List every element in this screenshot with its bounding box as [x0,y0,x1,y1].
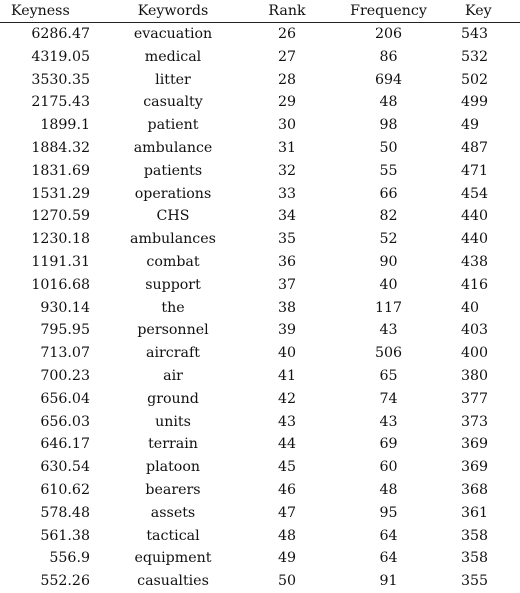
key-truncated-cell: 499 [461,94,489,111]
key-truncated-cell: 502 [461,71,489,88]
key-truncated-cell: 440 [461,231,489,248]
key-truncated-cell: 454 [461,185,489,202]
key-truncated-cell: 368 [461,481,489,498]
key-truncated-cell: 416 [461,276,489,293]
frequency-cell: 65 [379,367,398,384]
header-keywords: Keywords [137,2,209,19]
table-row [0,46,520,69]
table-row [0,183,520,206]
frequency-cell: 91 [379,573,398,590]
keyword-cell: medical [144,48,202,65]
keyness-cell: 1831.69 [31,162,90,179]
key-truncated-cell: 369 [461,459,489,476]
table-row [0,274,520,297]
frequency-cell: 64 [379,550,398,567]
keyword-cell: patient [147,117,199,134]
key-truncated-cell: 487 [461,139,489,156]
keyness-cell: 4319.05 [31,48,90,65]
keyword-cell: assets [150,504,196,521]
key-truncated-cell: 440 [461,208,489,225]
frequency-cell: 86 [379,48,398,65]
keyword-cell: equipment [134,550,212,567]
keyness-cell: 1884.32 [31,139,90,156]
rank-cell: 32 [277,162,297,179]
table-row [0,433,520,456]
keyword-cell: bearers [145,481,201,498]
keyness-cell: 3530.35 [31,71,90,88]
key-truncated-cell: 400 [461,345,489,362]
rank-cell: 37 [277,276,297,293]
table-row [0,297,520,320]
rank-cell: 38 [277,299,297,316]
frequency-cell: 43 [379,322,398,339]
rank-cell: 47 [277,504,297,521]
frequency-cell: 40 [379,276,398,293]
frequency-cell: 694 [374,71,403,88]
key-truncated-cell: 361 [461,504,489,521]
table-row [0,365,520,388]
key-truncated-cell: 358 [461,527,489,544]
table-row [0,388,520,411]
frequency-cell: 206 [374,26,403,42]
keyword-cell: operations [134,185,212,202]
frequency-cell: 90 [379,253,398,270]
rank-cell: 49 [277,550,297,567]
keyness-cell: 578.48 [40,504,90,521]
key-truncated-cell: 377 [461,390,489,407]
table-row [0,411,520,434]
keyword-cell: casualty [143,94,203,111]
table-row [0,114,520,137]
keyness-cell: 6286.47 [31,26,90,42]
rank-cell: 35 [277,231,297,248]
key-truncated-cell: 532 [461,48,489,65]
keyword-cell: air [163,367,183,384]
key-truncated-cell: 49 [461,117,480,134]
keyword-cell: the [161,299,185,316]
keyness-cell: 1531.29 [31,185,90,202]
frequency-cell: 506 [374,345,403,362]
rank-cell: 29 [277,94,297,111]
rank-cell: 42 [277,390,297,407]
frequency-cell: 117 [374,299,403,316]
header-row [0,0,520,23]
rank-cell: 26 [277,26,297,42]
rank-cell: 34 [277,208,297,225]
keyness-cell: 1230.18 [31,231,90,248]
key-truncated-cell: 373 [461,413,489,430]
keyness-cell: 656.04 [40,390,90,407]
keyword-cell: platoon [146,459,200,476]
key-truncated-cell: 438 [461,253,489,270]
keyword-cell: CHS [156,208,190,225]
keyword-cell: ground [147,390,199,407]
rank-cell: 31 [277,139,297,156]
keyword-cell: personnel [137,322,209,339]
keyness-cell: 556.9 [49,550,90,567]
frequency-cell: 48 [379,94,398,111]
key-truncated-cell: 355 [461,573,489,590]
header-rank: Rank [268,2,306,19]
frequency-cell: 55 [379,162,398,179]
keyword-cell: tactical [146,527,200,544]
table-row [0,502,520,525]
keyness-cell: 795.95 [40,322,90,339]
frequency-cell: 60 [379,459,398,476]
frequency-cell: 74 [379,390,398,407]
frequency-cell: 43 [379,413,398,430]
keyness-cell: 930.14 [40,299,90,316]
rank-cell: 28 [277,71,297,88]
keyword-cell: units [155,413,191,430]
frequency-cell: 98 [379,117,398,134]
table-row [0,342,520,365]
frequency-cell: 69 [379,436,398,453]
header-frequency: Frequency [350,2,427,19]
table-row [0,69,520,92]
rank-cell: 39 [277,322,297,339]
key-truncated-cell: 40 [461,299,480,316]
frequency-cell: 82 [379,208,398,225]
keyness-cell: 713.07 [40,345,90,362]
rank-cell: 43 [277,413,297,430]
key-truncated-cell: 369 [461,436,489,453]
rank-cell: 46 [277,481,297,498]
keyness-cell: 656.03 [40,413,90,430]
keyness-cell: 630.54 [40,459,90,476]
frequency-cell: 95 [379,504,398,521]
header-key-truncated: Key [465,2,492,19]
table-header [0,0,520,23]
table-body [0,23,520,593]
frequency-cell: 50 [379,139,398,156]
keyword-cell: support [145,276,201,293]
rank-cell: 41 [277,367,297,384]
keyness-cell: 552.26 [40,573,90,590]
rank-cell: 45 [277,459,297,476]
header-keyness: Keyness [11,2,70,19]
rank-cell: 48 [277,527,297,544]
key-truncated-cell: 358 [461,550,489,567]
keyword-cell: aircraft [146,345,200,362]
table-row [0,23,520,46]
keyword-cell: combat [146,253,200,270]
keyness-cell: 700.23 [40,367,90,384]
frequency-cell: 66 [379,185,398,202]
keyness-cell: 1191.31 [31,253,90,270]
key-truncated-cell: 403 [461,322,489,339]
keyword-cell: evacuation [133,26,213,42]
key-truncated-cell: 471 [461,162,489,179]
table-row [0,251,520,274]
rank-cell: 30 [277,117,297,134]
keyword-cell: patients [143,162,203,179]
table-row [0,479,520,502]
keyword-cell: casualties [137,573,209,590]
keyword-cell: terrain [148,436,198,453]
keyness-cell: 646.17 [40,436,90,453]
keyness-cell: 1016.68 [31,276,90,293]
keyword-cell: litter [155,71,191,88]
rank-cell: 44 [277,436,297,453]
frequency-cell: 48 [379,481,398,498]
key-truncated-cell: 380 [461,367,489,384]
table-row [0,525,520,548]
frequency-cell: 52 [379,231,398,248]
frequency-cell: 64 [379,527,398,544]
keyness-cell: 1270.59 [31,208,90,225]
table-row [0,137,520,160]
keyword-cell: ambulance [133,139,213,156]
rank-cell: 36 [277,253,297,270]
keyness-cell: 561.38 [40,527,90,544]
table-row [0,160,520,183]
table-row [0,547,520,570]
table-row [0,570,520,593]
table-row [0,228,520,251]
keyness-cell: 2175.43 [31,94,90,111]
keyness-cell: 1899.1 [40,117,90,134]
rank-cell: 40 [277,345,297,362]
keyword-cell: ambulances [130,231,216,248]
table-row [0,456,520,479]
keyness-cell: 610.62 [40,481,90,498]
table-row [0,91,520,114]
rank-cell: 27 [277,48,297,65]
table-row [0,319,520,342]
key-truncated-cell: 543 [461,26,489,42]
rank-cell: 33 [277,185,297,202]
rank-cell: 50 [277,573,297,590]
table-row [0,205,520,228]
